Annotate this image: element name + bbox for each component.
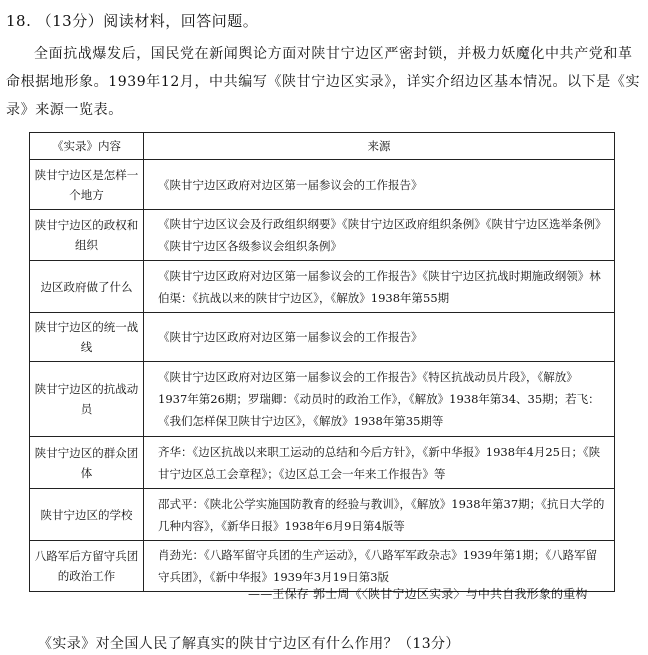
- table-row: [30, 313, 615, 362]
- table-row: [30, 362, 615, 437]
- row-source: 齐华：《边区抗战以来职工运动的总结和今后方针》，《新中华报》1938年4月25日；《陕甘宁边区总工会章程》；《边区总工会一年来工作报告》等: [144, 437, 615, 489]
- row-content: 边区政府做了什么: [30, 261, 144, 313]
- row-source: 邵式平：《陕北公学实施国防教育的经验与教训》，《解放》1938年第37期；《抗日大学的几种内容》，《新华日报》1938年6月9日第4版等: [144, 489, 615, 541]
- question-points: （13分）: [36, 12, 104, 30]
- material-paragraph: 全面抗战爆发后，国民党在新闻舆论方面对陕甘宁边区严密封锁，并极力妖魔化中共产党和革命根据地形象。1939年12月，中共编写《陕甘宁边区实录》，详实介绍边区基本情况。以下是《实录》来源一览表。: [6, 46, 641, 118]
- row-content: 陕甘宁边区是怎样一个地方: [30, 160, 144, 210]
- row-content: 陕甘宁边区的政权和组织: [30, 210, 144, 261]
- table-header-row: [30, 133, 615, 160]
- row-content: 陕甘宁边区的群众团体: [30, 437, 144, 489]
- table-row: [30, 210, 615, 261]
- table-row: [30, 437, 615, 489]
- row-source: 《陕甘宁边区政府对边区第一届参议会的工作报告》《陕甘宁边区抗战时期施政纲领》林伯渠：《抗战以来的陕甘宁边区》，《解放》1938年第55期: [144, 261, 615, 313]
- row-content: 陕甘宁边区的学校: [30, 489, 144, 541]
- row-source: 《陕甘宁边区政府对边区第一届参议会的工作报告》: [144, 313, 615, 362]
- row-source: 《陕甘宁边区政府对边区第一届参议会的工作报告》: [144, 160, 615, 210]
- question-instruction: 阅读材料，回答问题。: [103, 12, 259, 30]
- row-source: 《陕甘宁边区政府对边区第一届参议会的工作报告》《特区抗战动员片段》，《解放》1937年第26期；罗瑞卿：《动员时的政治工作》，《解放》1938年第34、35期；若飞：《我们怎样保卫陕甘宁边区》，《解放》1938年第35期等: [144, 362, 615, 437]
- header-content: 《实录》内容: [30, 133, 144, 160]
- row-content: 陕甘宁边区的抗战动员: [30, 362, 144, 437]
- question-number: 18.: [6, 12, 32, 30]
- source-table: [29, 132, 615, 592]
- row-content: 八路军后方留守兵团的政治工作: [30, 541, 144, 592]
- header-source: 来源: [144, 133, 615, 160]
- row-source: 《陕甘宁边区议会及行政组织纲要》《陕甘宁边区政府组织条例》《陕甘宁边区选举条例》《陕甘宁边区各级参议会组织条例》: [144, 210, 615, 261]
- table-row: [30, 541, 615, 592]
- table-row: [30, 261, 615, 313]
- table-row: [30, 160, 615, 210]
- citation: ——王保存 郭士周《〈陕甘宁边区实录〉与中共自我形象的重构: [248, 587, 588, 601]
- table-row: [30, 489, 615, 541]
- question-heading: [6, 10, 258, 31]
- row-content: 陕甘宁边区的统一战线: [30, 313, 144, 362]
- sub-question: 《实录》对全国人民了解真实的陕甘宁边区有什么作用？（13分）: [38, 636, 460, 652]
- row-source: 肖劲光：《八路军留守兵团的生产运动》，《八路军军政杂志》1939年第1期；《八路军留守兵团》，《新中华报》1939年3月19日第3版: [144, 541, 615, 592]
